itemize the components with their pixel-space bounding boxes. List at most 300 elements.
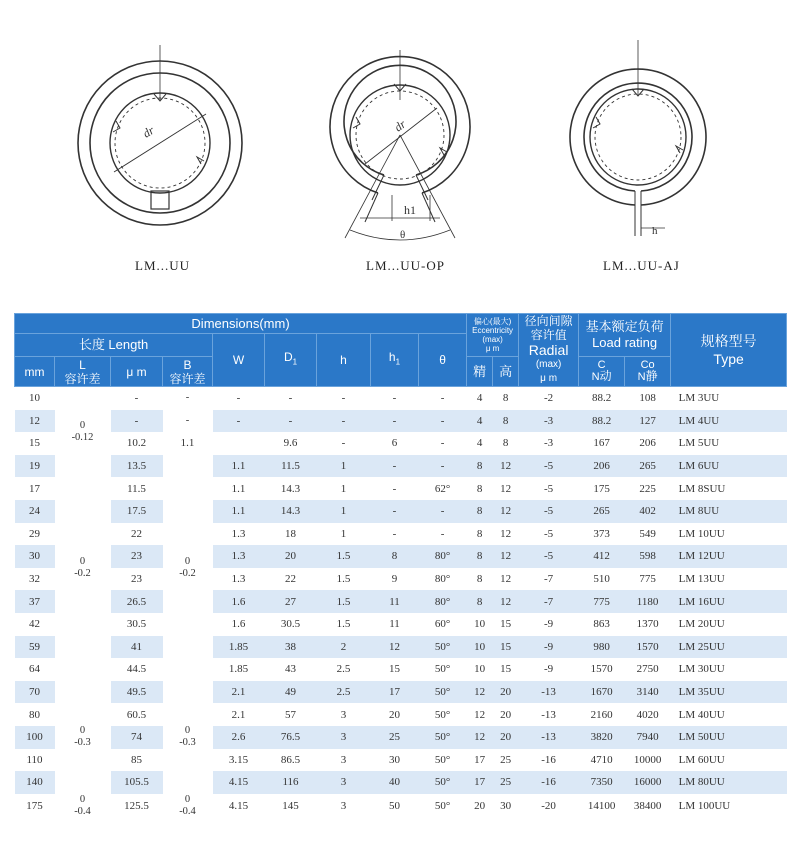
- cell-co: 16000: [625, 771, 671, 794]
- tol-bottom: -0.3: [179, 737, 196, 749]
- cell-theta: 50°: [419, 771, 467, 794]
- cell-h1: 25: [371, 726, 419, 749]
- header-theta: θ: [419, 334, 467, 387]
- cell-radial: -7: [519, 590, 579, 613]
- cell-co: 225: [625, 477, 671, 500]
- table-row: [15, 387, 787, 410]
- cell-e1: 8: [467, 477, 493, 500]
- c-sta-cn-label: 静: [645, 369, 658, 383]
- cell-w: 1.6: [213, 590, 265, 613]
- cell-d1: 49: [265, 681, 317, 704]
- cell-type: LM 80UU: [671, 771, 787, 794]
- cell-e2: 20: [493, 681, 519, 704]
- b-tol-cell: -: [163, 410, 213, 433]
- cell-um: 49.5: [111, 681, 163, 704]
- c-dyn-n-label: N: [591, 371, 600, 383]
- cell-radial: -5: [519, 500, 579, 523]
- cell-um: 41: [111, 636, 163, 659]
- tol-top: 0: [184, 793, 191, 805]
- cell-mm: 64: [15, 658, 55, 681]
- cell-h1: 17: [371, 681, 419, 704]
- cell-um: 44.5: [111, 658, 163, 681]
- cell-h: 3: [317, 703, 371, 726]
- cell-um: 23: [111, 568, 163, 591]
- cell-e1: 12: [467, 703, 493, 726]
- cell-c: 412: [579, 545, 625, 568]
- cell-um: 11.5: [111, 477, 163, 500]
- cell-e1: 4: [467, 432, 493, 455]
- b-tol-cell: -: [163, 387, 213, 410]
- cell-h1: 11: [371, 613, 419, 636]
- tol-bottom: -0.2: [179, 567, 196, 579]
- cell-um: 10.2: [111, 432, 163, 455]
- cell-e2: 12: [493, 500, 519, 523]
- cell-mm: 59: [15, 636, 55, 659]
- cell-d1: -: [265, 410, 317, 433]
- cell-mm: 32: [15, 568, 55, 591]
- tol-bottom: -0.12: [71, 432, 94, 444]
- table-row: [15, 613, 787, 636]
- header-gao: 高: [493, 357, 519, 387]
- b-tol-cell: [163, 681, 213, 794]
- cell-h: 1: [317, 523, 371, 546]
- cell-h: 1.5: [317, 545, 371, 568]
- cell-d1: 86.5: [265, 749, 317, 772]
- table-row: [15, 681, 787, 704]
- cell-mm: 175: [15, 794, 55, 818]
- diagram-lm-uu: [78, 45, 242, 225]
- cell-mm: 15: [15, 432, 55, 455]
- table-row: [15, 477, 787, 500]
- cell-h1: 40: [371, 771, 419, 794]
- cell-e2: 15: [493, 658, 519, 681]
- cell-h: 2.5: [317, 658, 371, 681]
- d1-sub: 1: [292, 357, 298, 367]
- b-tol-cell: [213, 432, 265, 455]
- cell-h: 3: [317, 726, 371, 749]
- cell-um: 26.5: [111, 590, 163, 613]
- cell-e1: 20: [467, 794, 493, 818]
- cell-type: LM 6UU: [671, 455, 787, 478]
- cell-c: 175: [579, 477, 625, 500]
- tol-bottom: -0.2: [74, 567, 91, 579]
- cell-um: 125.5: [111, 794, 163, 818]
- cell-d1: 22: [265, 568, 317, 591]
- cell-um: 85: [111, 749, 163, 772]
- d1-label: D: [283, 350, 293, 365]
- cell-theta: 50°: [419, 726, 467, 749]
- cell-co: 265: [625, 455, 671, 478]
- cell-h: 3: [317, 794, 371, 818]
- cell-mm: 24: [15, 500, 55, 523]
- cell-c: 3820: [579, 726, 625, 749]
- cell-um: 30.5: [111, 613, 163, 636]
- table-body: [15, 387, 787, 818]
- header-radial: [519, 314, 579, 387]
- cell-um: 23: [111, 545, 163, 568]
- cell-co: 127: [625, 410, 671, 433]
- l-label: L: [79, 357, 86, 372]
- header-length: 长度 Length: [15, 334, 213, 357]
- cell-mm: 37: [15, 590, 55, 613]
- cell-e1: 10: [467, 658, 493, 681]
- cell-d1: 30.5: [265, 613, 317, 636]
- cell-h: -: [317, 432, 371, 455]
- ecc-max-label: (max): [482, 335, 503, 344]
- cell-e1: 8: [467, 590, 493, 613]
- cell-h1: 30: [371, 749, 419, 772]
- l-tol-cell: [55, 794, 111, 818]
- cell-h: 1.5: [317, 613, 371, 636]
- cell-e1: 8: [467, 523, 493, 546]
- bearing-diagrams: [0, 0, 800, 300]
- cell-um: -: [111, 410, 163, 433]
- cell-h1: 50: [371, 794, 419, 818]
- cell-e2: 30: [493, 794, 519, 818]
- cell-theta: 62°: [419, 477, 467, 500]
- cell-w: 2.1: [213, 703, 265, 726]
- l-tol-cell: [55, 455, 111, 681]
- cell-um: 13.5: [111, 455, 163, 478]
- table-row: [15, 568, 787, 591]
- cell-e2: 12: [493, 568, 519, 591]
- header-c-static: [625, 357, 671, 387]
- cell-mm: 29: [15, 523, 55, 546]
- cell-radial: -9: [519, 636, 579, 659]
- cell-e2: 25: [493, 749, 519, 772]
- header-um: μ m: [111, 357, 163, 387]
- header-mm: mm: [15, 357, 55, 387]
- cell-radial: -9: [519, 613, 579, 636]
- cell-h1: 11: [371, 590, 419, 613]
- cell-d1: 14.3: [265, 500, 317, 523]
- cell-h: 3: [317, 749, 371, 772]
- cell-e2: 12: [493, 590, 519, 613]
- cell-w: 3.15: [213, 749, 265, 772]
- cell-c: 7350: [579, 771, 625, 794]
- header-c-dynamic: [579, 357, 625, 387]
- cell-type: LM 13UU: [671, 568, 787, 591]
- cell-e2: 15: [493, 636, 519, 659]
- cell-mm: 110: [15, 749, 55, 772]
- cell-e2: 12: [493, 545, 519, 568]
- cell-w: -: [213, 410, 265, 433]
- cell-e1: 4: [467, 410, 493, 433]
- cell-theta: 80°: [419, 568, 467, 591]
- cell-co: 1370: [625, 613, 671, 636]
- cell-theta: 60°: [419, 613, 467, 636]
- h1-sub: 1: [395, 357, 401, 367]
- header-eccentricity: [467, 314, 519, 357]
- table-row: [15, 771, 787, 794]
- cell-theta: 50°: [419, 749, 467, 772]
- header-jing: 精: [467, 357, 493, 387]
- tol-bottom: -0.4: [74, 805, 91, 817]
- header-d1: [265, 334, 317, 387]
- cell-co: 108: [625, 387, 671, 410]
- h-label: h: [652, 225, 658, 237]
- cell-e2: 15: [493, 613, 519, 636]
- cell-e1: 12: [467, 726, 493, 749]
- cell-co: 206: [625, 432, 671, 455]
- cell-e1: 10: [467, 613, 493, 636]
- tol-bottom: -0.3: [74, 737, 91, 749]
- cell-w: 1.1: [163, 432, 213, 455]
- table-row: [15, 726, 787, 749]
- cell-h1: -: [371, 387, 419, 410]
- cell-d1: 38: [265, 636, 317, 659]
- table-row: [15, 545, 787, 568]
- cell-w: 4.15: [213, 794, 265, 818]
- cell-e1: 8: [467, 545, 493, 568]
- diagram-lm-uu-aj: [570, 40, 706, 236]
- cell-mm: 30: [15, 545, 55, 568]
- l-tol-cell: [55, 410, 111, 455]
- table-row: [15, 703, 787, 726]
- cell-w: 2.6: [213, 726, 265, 749]
- cell-c: 4710: [579, 749, 625, 772]
- cell-h: 1: [317, 455, 371, 478]
- cell-co: 549: [625, 523, 671, 546]
- cell-h1: 6: [371, 432, 419, 455]
- cell-type: LM 12UU: [671, 545, 787, 568]
- table-row: [15, 794, 787, 818]
- diagram-lm-uu-op: [330, 50, 470, 240]
- cell-radial: -13: [519, 703, 579, 726]
- radial-max-label: (max): [535, 359, 562, 370]
- cell-w: 1.3: [213, 568, 265, 591]
- cell-h1: -: [371, 455, 419, 478]
- cell-h: 1.5: [317, 590, 371, 613]
- cell-co: 2750: [625, 658, 671, 681]
- c-dyn-label: C: [597, 359, 606, 371]
- cell-um: 74: [111, 726, 163, 749]
- cell-theta: 50°: [419, 681, 467, 704]
- cell-mm: 12: [15, 410, 55, 433]
- cell-um: -: [111, 387, 163, 410]
- cell-type: LM 60UU: [671, 749, 787, 772]
- tol-top: 0: [184, 555, 191, 567]
- b-label: B: [183, 357, 192, 372]
- cell-theta: 50°: [419, 794, 467, 818]
- header-h: h: [317, 334, 371, 387]
- cell-mm: 100: [15, 726, 55, 749]
- cell-e2: 8: [493, 410, 519, 433]
- cell-d1: 43: [265, 658, 317, 681]
- tol-top: 0: [79, 793, 86, 805]
- cell-type: LM 8UU: [671, 500, 787, 523]
- c-sta-n-label: N: [637, 371, 646, 383]
- type-cn-label: 规格型号: [700, 333, 757, 349]
- h1-header-label: h: [388, 350, 396, 365]
- cell-e2: 12: [493, 477, 519, 500]
- l-tol-cell: [55, 387, 111, 410]
- cell-co: 38400: [625, 794, 671, 818]
- table-row: [15, 749, 787, 772]
- cell-d1: 76.5: [265, 726, 317, 749]
- cell-c: 863: [579, 613, 625, 636]
- cell-co: 3140: [625, 681, 671, 704]
- tol-bottom: -0.4: [179, 805, 196, 817]
- cell-radial: -9: [519, 658, 579, 681]
- cell-um: 60.5: [111, 703, 163, 726]
- cell-mm: 70: [15, 681, 55, 704]
- table-row: [15, 590, 787, 613]
- cell-e1: 8: [467, 455, 493, 478]
- radial-cn-label: 径向间隙: [524, 314, 573, 328]
- cell-h: 2: [317, 636, 371, 659]
- b-tol-cell: [163, 794, 213, 818]
- cell-co: 402: [625, 500, 671, 523]
- cell-radial: -5: [519, 477, 579, 500]
- cell-w: 1.85: [213, 658, 265, 681]
- cell-c: 775: [579, 590, 625, 613]
- table-row: [15, 410, 787, 433]
- header-load-rating: [579, 314, 671, 357]
- cell-co: 775: [625, 568, 671, 591]
- table-header: [15, 314, 787, 387]
- cell-radial: -2: [519, 387, 579, 410]
- cell-c: 206: [579, 455, 625, 478]
- cell-h1: 15: [371, 658, 419, 681]
- cell-e1: 12: [467, 681, 493, 704]
- cell-c: 1670: [579, 681, 625, 704]
- cell-e2: 12: [493, 523, 519, 546]
- cell-um: 105.5: [111, 771, 163, 794]
- table-row: [15, 636, 787, 659]
- ecc-um-label: μ m: [485, 344, 500, 353]
- dr-label-1: dr: [140, 123, 157, 141]
- cell-theta: 50°: [419, 658, 467, 681]
- cell-d1: -: [265, 387, 317, 410]
- cell-co: 10000: [625, 749, 671, 772]
- cell-h1: 8: [371, 545, 419, 568]
- cell-e2: 20: [493, 703, 519, 726]
- cell-radial: -7: [519, 568, 579, 591]
- cell-theta: -: [419, 455, 467, 478]
- cell-type: LM 20UU: [671, 613, 787, 636]
- cell-e1: 17: [467, 771, 493, 794]
- h1-label: h1: [404, 203, 416, 217]
- cell-e2: 12: [493, 455, 519, 478]
- cell-radial: -5: [519, 523, 579, 546]
- cell-e2: 20: [493, 726, 519, 749]
- cell-d1: 9.6: [265, 432, 317, 455]
- caption-lm-uu: LM...UU: [135, 258, 191, 273]
- cell-h: -: [317, 410, 371, 433]
- header-h1: [371, 334, 419, 387]
- radial-en-label: Radial: [528, 342, 569, 358]
- cell-w: 1.1: [213, 455, 265, 478]
- cell-co: 4020: [625, 703, 671, 726]
- table-row: [15, 455, 787, 478]
- header-b-tol: [163, 357, 213, 387]
- cell-theta: -: [419, 500, 467, 523]
- cell-w: 1.3: [213, 545, 265, 568]
- cell-co: 7940: [625, 726, 671, 749]
- type-en-label: Type: [713, 351, 744, 367]
- c-sta-label: Co: [640, 359, 655, 371]
- cell-h: 1.5: [317, 568, 371, 591]
- cell-d1: 27: [265, 590, 317, 613]
- cell-w: 1.3: [213, 523, 265, 546]
- cell-d1: 18: [265, 523, 317, 546]
- cell-theta: -: [419, 387, 467, 410]
- caption-lm-uu-op: LM...UU-OP: [366, 258, 445, 273]
- cell-type: LM 40UU: [671, 703, 787, 726]
- cell-um: 17.5: [111, 500, 163, 523]
- cell-c: 88.2: [579, 387, 625, 410]
- cell-radial: -16: [519, 771, 579, 794]
- cell-type: LM 50UU: [671, 726, 787, 749]
- cell-type: LM 25UU: [671, 636, 787, 659]
- cell-w: -: [213, 387, 265, 410]
- cell-type: LM 8SUU: [671, 477, 787, 500]
- cell-h1: 20: [371, 703, 419, 726]
- cell-c: 1570: [579, 658, 625, 681]
- tol-top: 0: [79, 725, 86, 737]
- cell-e1: 8: [467, 500, 493, 523]
- cell-radial: -20: [519, 794, 579, 818]
- cell-radial: -5: [519, 455, 579, 478]
- cell-type: LM 5UU: [671, 432, 787, 455]
- ecc-en-label: Eccentricity: [472, 326, 514, 335]
- cell-d1: 11.5: [265, 455, 317, 478]
- cell-co: 598: [625, 545, 671, 568]
- cell-c: 980: [579, 636, 625, 659]
- cell-c: 2160: [579, 703, 625, 726]
- cell-type: LM 100UU: [671, 794, 787, 818]
- cell-h: 1: [317, 500, 371, 523]
- cell-h1: -: [371, 410, 419, 433]
- b-tol-cell: [163, 455, 213, 681]
- cell-mm: 19: [15, 455, 55, 478]
- cell-w: 1.1: [213, 477, 265, 500]
- cell-w: 2.1: [213, 681, 265, 704]
- tol-top: 0: [79, 420, 86, 432]
- cell-h: 1: [317, 477, 371, 500]
- b-tol-label: 容许差: [169, 371, 206, 386]
- cell-c: 14100: [579, 794, 625, 818]
- cell-h1: -: [371, 500, 419, 523]
- table-row: [15, 523, 787, 546]
- cell-c: 510: [579, 568, 625, 591]
- cell-h1: 12: [371, 636, 419, 659]
- cell-c: 265: [579, 500, 625, 523]
- cell-w: 1.85: [213, 636, 265, 659]
- cell-type: LM 10UU: [671, 523, 787, 546]
- header-w: W: [213, 334, 265, 387]
- tol-top: 0: [184, 725, 191, 737]
- cell-h1: -: [371, 523, 419, 546]
- radial-um-label: μ m: [540, 373, 558, 384]
- cell-h1: 9: [371, 568, 419, 591]
- cell-type: LM 30UU: [671, 658, 787, 681]
- cell-type: LM 4UU: [671, 410, 787, 433]
- radial-cn2-label: 容许值: [530, 328, 567, 342]
- load-cn-label: 基本额定负荷: [585, 319, 664, 334]
- cell-theta: 80°: [419, 545, 467, 568]
- cell-e2: 8: [493, 432, 519, 455]
- load-en-label: Load rating: [592, 335, 658, 350]
- theta-label: θ: [400, 229, 406, 241]
- cell-radial: -5: [519, 545, 579, 568]
- tol-top: 0: [79, 555, 86, 567]
- cell-d1: 145: [265, 794, 317, 818]
- cell-e1: 10: [467, 636, 493, 659]
- table-row: [15, 432, 787, 455]
- cell-c: 88.2: [579, 410, 625, 433]
